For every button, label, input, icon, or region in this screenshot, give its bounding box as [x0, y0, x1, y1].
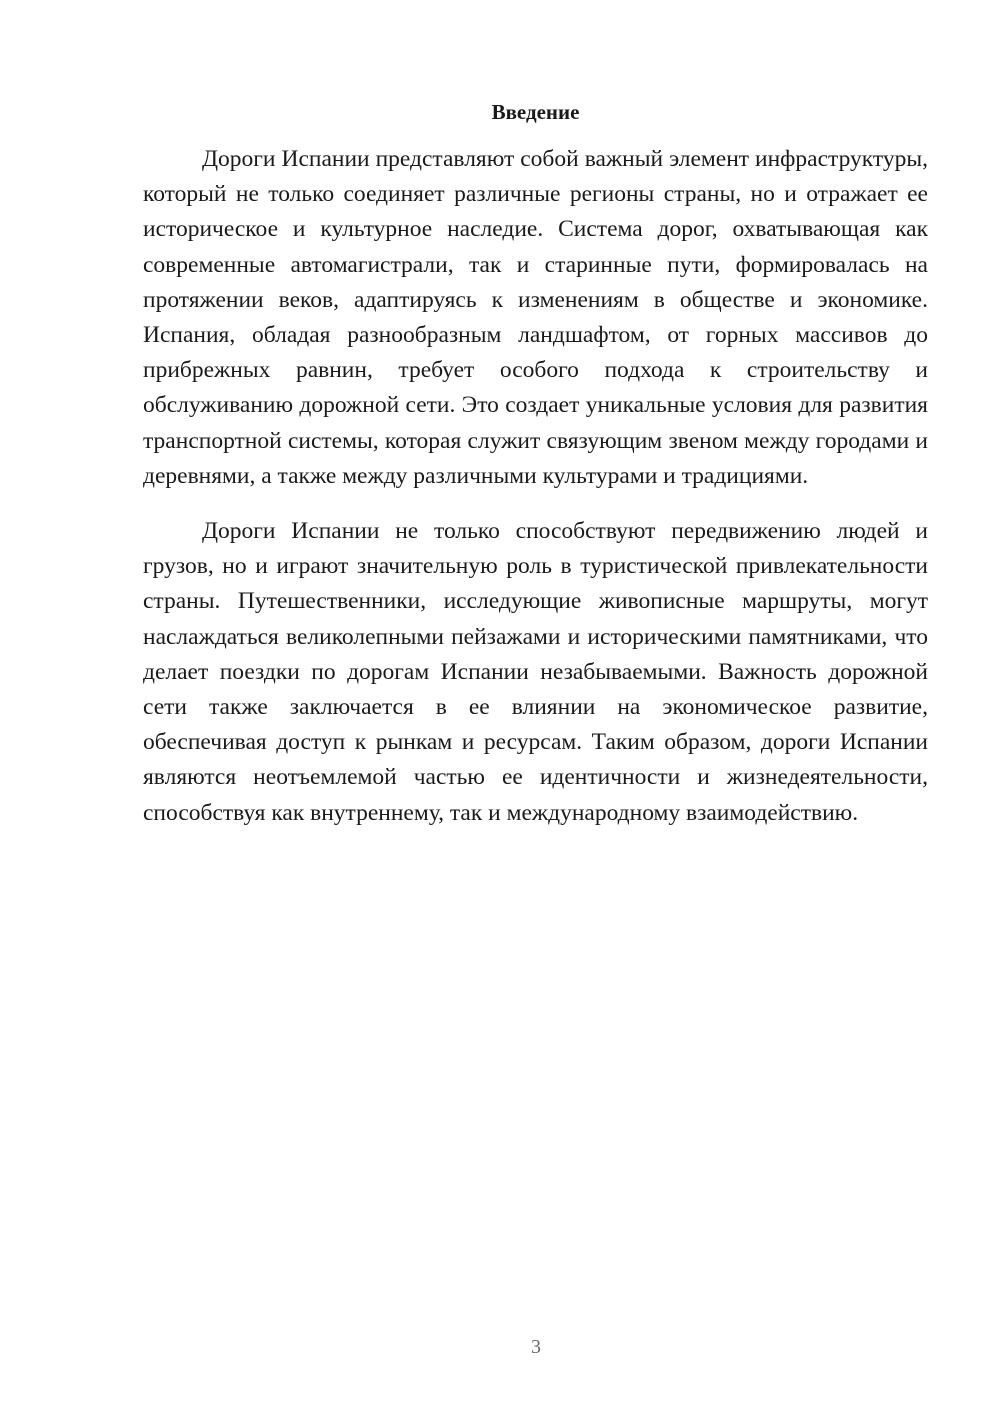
section-heading: Введение	[491, 100, 580, 124]
paragraph-2: Дороги Испании не только способствуют передвижению людей и грузов, но и играют значительную роль в туристической привлекательности страны. Путешественники, исследующие живописные маршруты, могут наслаждаться великолепными пейзажами и историческими памятниками, что делает поездки по дорогам Испании незабываемыми. Важность дорожной сети также заключается в ее влиянии на экономическое развитие, обеспечивая доступ к рынкам и ресурсам. Таким образом, дороги Испании являются неотъемлемой частью ее идентичности и жизнедеятельности, способствуя как внутреннему, так и международному взаимодействию.	[143, 518, 928, 826]
paragraph-1: Дороги Испании представляют собой важный элемент инфраструктуры, который не только соединяет различные регионы страны, но и отражает ее историческое и культурное наследие. Система дорог, охватывающая как современные автомагистрали, так и старинные пути, формировалась на протяжении веков, адаптируясь к изменениям в обществе и экономике. Испания, обладая разнообразным ландшафтом, от горных массивов до прибрежных равнин, требует особого подхода к строительству и обслуживанию дорожной сети. Это создает уникальные условия для развития транспортной системы, которая служит связующим звеном между городами и деревнями, а также между различными культурами и традициями.	[143, 146, 928, 489]
page-number: 3	[531, 1336, 541, 1358]
body-text	[143, 142, 928, 831]
